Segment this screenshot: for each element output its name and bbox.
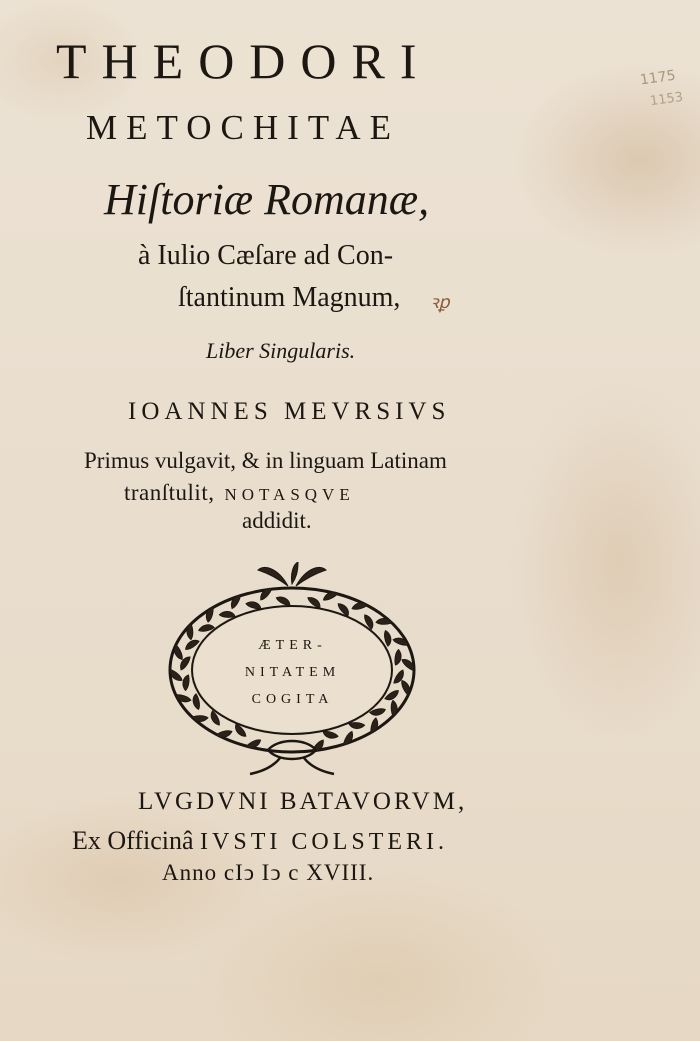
motto-line-3: COGITA [251,692,334,707]
laurel-leaf-icon [342,730,356,747]
imprint-date: Anno cIↄ Iↄ c XVIII. [162,860,375,885]
motto-line-2: NITATEM [244,665,341,680]
author: IOANNES MEVRSIVS [128,398,451,425]
laurel-leaf-icon [351,601,368,610]
title-line-4: à Iulio Cæſare ad Con- [138,240,394,271]
description-line-2 [124,480,544,506]
pencil-annotation-2: 1153 [649,89,684,110]
description-line-2-caps: NOTASQVE [224,485,355,504]
imprint-place: LVGDVNI BATAVORVM, [138,788,468,815]
laurel-leaf-icon [258,586,273,602]
laurel-leaf-icon [204,606,215,623]
subtitle: Liber Singularis. [206,338,356,363]
title-line-5: ſtantinum Magnum, [178,282,401,313]
imprint-printer-prefix: Ex Officinâ [72,826,194,855]
description-line-3: addidit. [242,508,312,533]
laurel-leaf-icon [219,611,235,618]
motto-line-1: ÆTER- [258,638,327,653]
description-line-2-text: tranſtulit, [124,480,215,505]
title-line-3: Hiſtoriæ Romanæ, [104,175,430,224]
laurel-leaf-icon [363,613,375,630]
laurel-leaf-icon [348,722,364,729]
imprint-printer [72,826,592,856]
laurel-leaf-icon [228,593,242,610]
handwritten-mark: ꝛꝑ [430,292,450,313]
printers-device [160,562,425,777]
laurel-leaf-icon [322,730,339,741]
laurel-leaf-icon [245,600,262,611]
description-line-1: Primus vulgavit, & in linguam Latinam [84,448,447,473]
pencil-annotation: 1175 [639,67,677,89]
title-line-2: METOCHITAE [86,108,401,147]
title-line-1: THEODORI [56,33,432,89]
imprint-printer-name: IVSTI COLSTERI. [200,829,449,855]
laurel-leaf-icon [209,710,221,727]
laurel-leaf-icon [369,717,380,734]
laurel-leaf-icon [216,730,233,739]
